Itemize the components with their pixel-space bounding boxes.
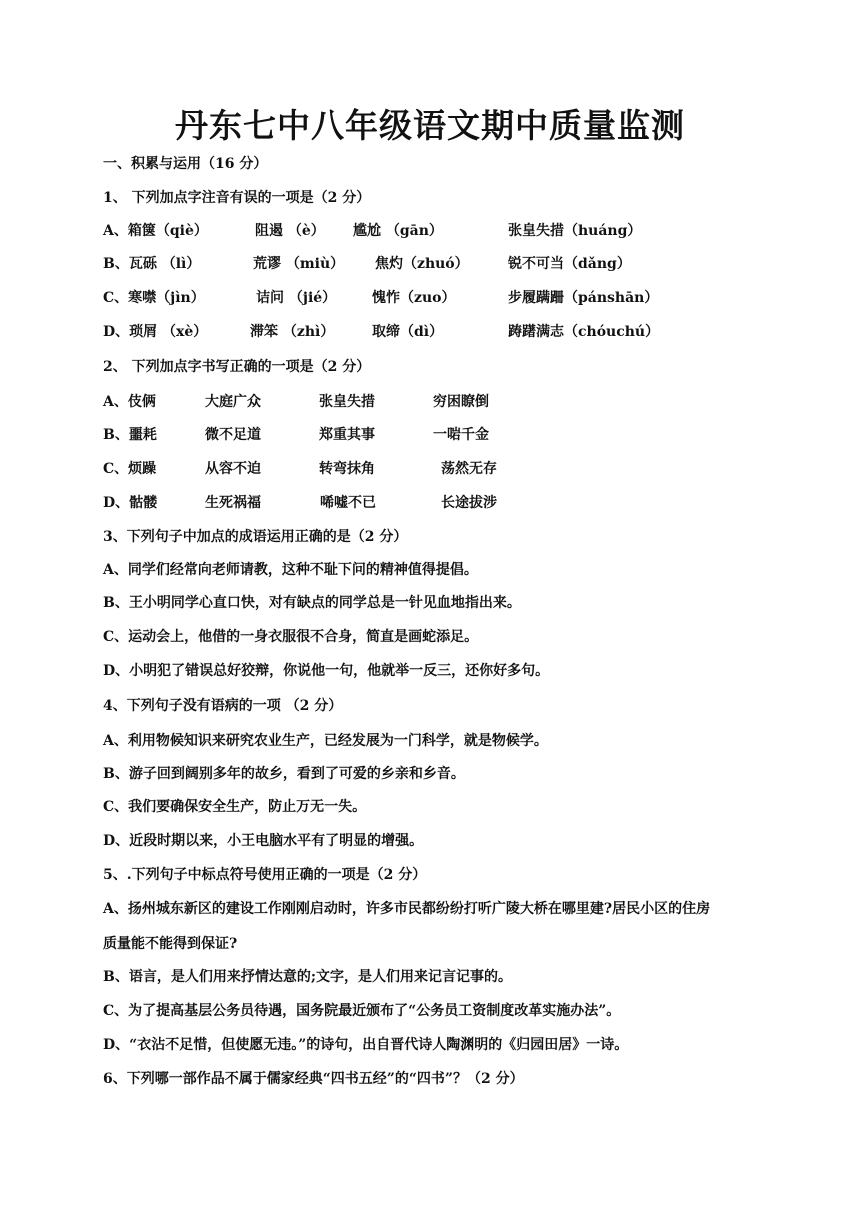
q2-d-4: 长途拔涉	[441, 495, 497, 511]
page-title: 丹东七中八年级语文期中质量监测	[175, 106, 685, 145]
q3-option-d: D、小明犯了错误总好狡辩，你说他一句，他就举一反三，还你好多句。	[103, 663, 550, 679]
q2-a-3: 张皇失措	[319, 394, 375, 410]
q1-b-2: 荒谬 （miù）	[253, 256, 345, 272]
q2-c-3: 转弯抹角	[319, 461, 375, 477]
q1-a-2: 阻遏 （è）	[255, 223, 325, 239]
question-5-prompt: 5、.下列句子中标点符号使用正确的一项是（2 分）	[103, 867, 427, 883]
q1-b-1: B、瓦砾 （lì）	[103, 256, 201, 272]
q1-c-4: 步履蹒跚（pánshān）	[508, 290, 659, 306]
q1-a-3: 尴尬 （gān）	[353, 223, 443, 239]
q2-a-1: A、伎俩	[103, 394, 156, 410]
q1-c-1: C、寒噤（jìn）	[103, 290, 205, 306]
q1-d-3: 取缔（dì）	[372, 324, 444, 340]
question-6-prompt: 6、下列哪一部作品不属于儒家经典“四书五经”的“四书”？（2 分）	[103, 1071, 524, 1087]
q2-b-3: 郑重其事	[319, 427, 375, 443]
q1-c-3: 愧怍（zuo）	[372, 290, 456, 306]
q1-a-4: 张皇失措（huáng）	[508, 223, 642, 239]
q1-b-4: 锐不可当（dǎng）	[508, 256, 631, 272]
q1-c-2: 诘问 （jié）	[256, 290, 337, 306]
q1-d-1: D、琐屑 （xè）	[103, 324, 208, 340]
q1-d-2: 滞笨 （zhì）	[250, 324, 335, 340]
q2-a-2: 大庭广众	[205, 394, 261, 410]
question-1-prompt: 1、 下列加点字注音有误的一项是（2 分）	[103, 190, 371, 206]
q2-c-1: C、烦躁	[103, 461, 157, 477]
q3-option-a: A、同学们经常向老师请教，这种不耻下问的精神值得提倡。	[103, 562, 478, 578]
q2-d-1: D、骷髅	[103, 495, 158, 511]
q2-c-4: 荡然无存	[441, 461, 497, 477]
q4-option-a: A、利用物候知识来研究农业生产，已经发展为一门科学，就是物候学。	[103, 733, 548, 749]
q4-option-c: C、我们要确保安全生产，防止万无一失。	[103, 799, 367, 815]
q2-b-1: B、噩耗	[103, 427, 157, 443]
section-heading: 一、积累与运用（16 分）	[103, 156, 268, 172]
q4-option-b: B、游子回到阔别多年的故乡，看到了可爱的乡亲和乡音。	[103, 766, 465, 782]
question-3-prompt: 3、下列句子中加点的成语运用正确的是（2 分）	[103, 529, 408, 545]
q2-c-2: 从容不迫	[205, 461, 261, 477]
q1-d-4: 踌躇满志（chóuchú）	[508, 324, 660, 340]
q2-b-4: 一啱千金	[433, 427, 489, 443]
question-2-prompt: 2、 下列加点字书写正确的一项是（2 分）	[103, 359, 371, 375]
q2-a-4: 穷困瞭倒	[433, 394, 489, 410]
q5-option-b: B、语言，是人们用来抒情达意的;文字，是人们用来记言记事的。	[103, 969, 512, 985]
q5-option-a-cont: 质量能不能得到保证?	[103, 936, 238, 952]
q3-option-b: B、王小明同学心直口快，对有缺点的同学总是一针见血地指出来。	[103, 595, 521, 611]
q1-b-3: 焦灼（zhuó）	[375, 256, 469, 272]
q3-option-c: C、运动会上，他借的一身衣服很不合身，简直是画蛇添足。	[103, 629, 479, 645]
q4-option-d: D、近段时期以来，小王电脑水平有了明显的增强。	[103, 833, 424, 849]
q2-b-2: 微不足道	[205, 427, 261, 443]
q5-option-d: D、“衣沾不足惜，但使愿无违。”的诗句，出自晋代诗人陶渊明的《归园田居》一诗。	[103, 1037, 629, 1053]
q5-option-c: C、为了提高基层公务员待遇，国务院最近颁布了“公务员工资制度改革实施办法”。	[103, 1003, 621, 1019]
q2-d-3: 唏嘘不已	[320, 495, 376, 511]
question-4-prompt: 4、下列句子没有语病的一项 （2 分）	[103, 698, 343, 714]
q1-a-1: A、箱箧（qiè）	[103, 223, 208, 239]
q2-d-2: 生死祸福	[205, 495, 261, 511]
q5-option-a: A、扬州城东新区的建设工作刚刚启动时，许多市民都纷纷打听广陵大桥在哪里建?居民小区的住房	[103, 901, 711, 917]
